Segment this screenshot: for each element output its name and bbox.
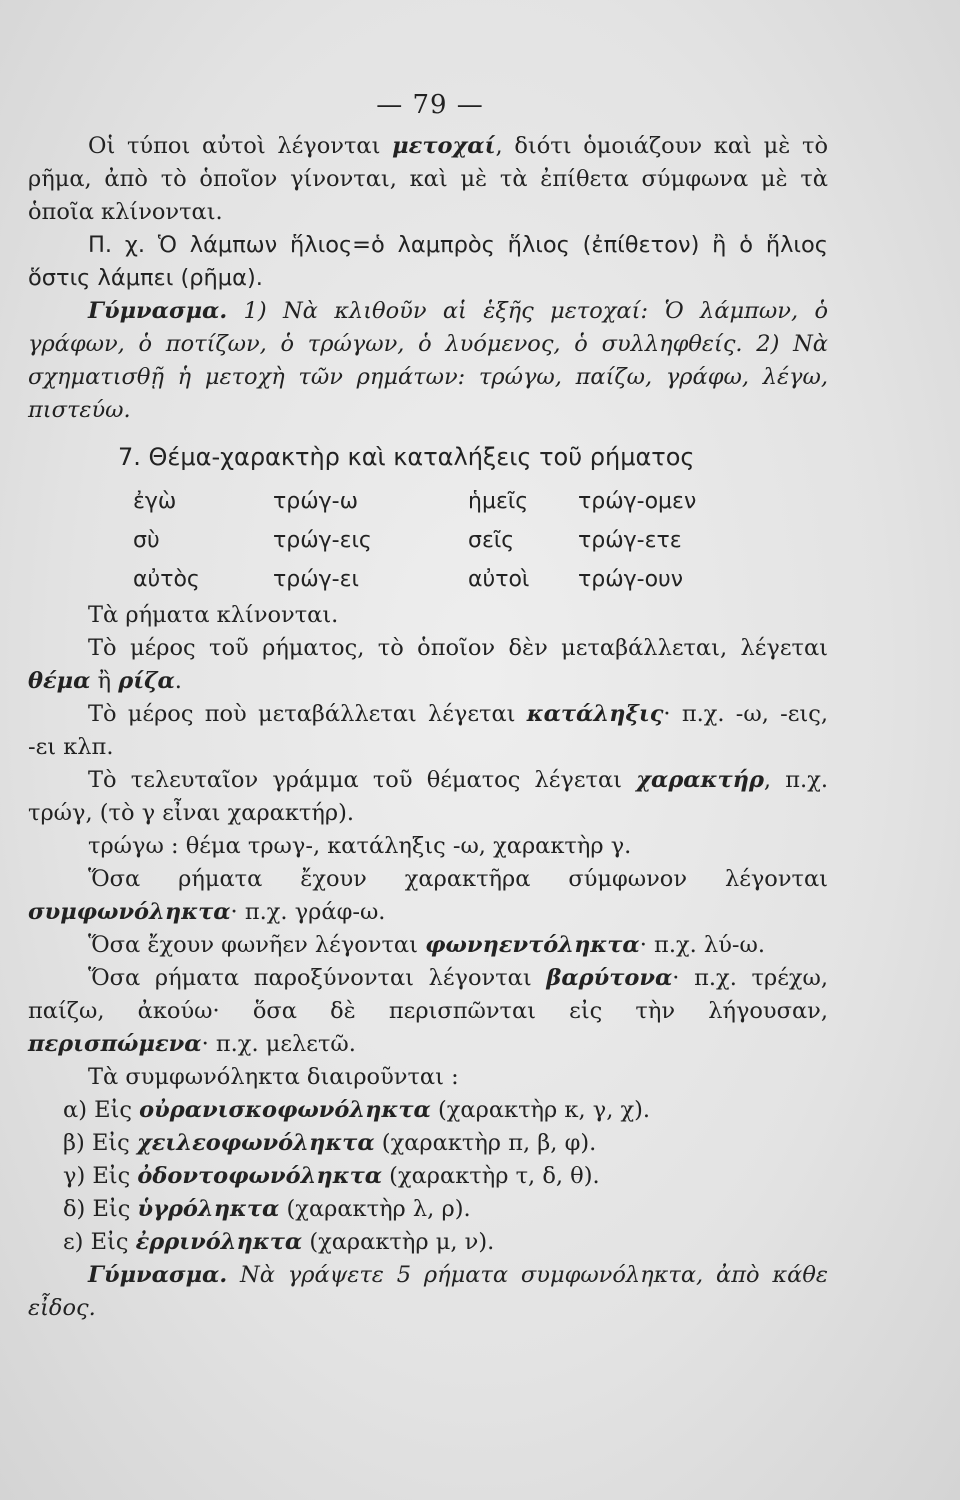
term-riza: ρίζα (118, 668, 175, 694)
exercise-label: Γύμνασμα. (88, 298, 228, 324)
paragraph-verbs-inflect: Τὰ ρήματα κλίνονται. (88, 602, 339, 628)
text-run: (χαρακτὴρ τ, δ, θ). (382, 1163, 600, 1189)
text-run: ε) Εἰς (63, 1229, 136, 1255)
paragraph-consonant-stems (28, 863, 828, 929)
paragraph-accent-types (28, 962, 828, 1061)
list-term: ἐρρινόληκτα (135, 1229, 303, 1255)
term-kataliksis: κατάληξις (526, 701, 664, 727)
text-run: · π.χ. μελετῶ. (201, 1031, 356, 1057)
paragraph-ending (28, 698, 828, 764)
pronoun-plural: ἡμεῖς (468, 489, 529, 514)
form-singular: τρώγ-εις (273, 528, 372, 553)
term-xaraktir: χαρακτήρ (636, 767, 764, 793)
text-run: , π.χ. τρώγ, (τὸ γ εἶναι χαρακτήρ). (28, 767, 828, 826)
exercise-label: Γύμνασμα. (88, 1262, 228, 1288)
spacer (28, 427, 828, 441)
text-run: Τὸ τελευταῖον γράμμα τοῦ θέματος λέγεται (88, 767, 637, 793)
conjugation-table (133, 482, 696, 599)
exercise-text: Νὰ γράψετε 5 ρήματα συμφωνόληκτα, ἀπὸ κάθε εἶδος. (28, 1262, 828, 1321)
term-barytona: βαρύτονα (546, 965, 673, 991)
text-run: , διότι ὁμοιάζουν καὶ μὲ τὸ ρῆμα, ἀπὸ τὸ ὁποῖον γίνονται, καὶ μὲ τὰ ἐπίθετα σύμφωνα μὲ τὰ ὁποῖα κλίνονται. (28, 133, 828, 225)
paragraph-vowel-stems (28, 929, 828, 962)
page-number: — 79 — (376, 90, 484, 120)
text-run: Ὅσα ἔχουν φωνῆεν λέγονται (88, 932, 426, 958)
text-run: Τὸ μέρος ποὺ μεταβάλλεται λέγεται (88, 701, 527, 727)
list-item (63, 1127, 828, 1160)
text-run: γ) Εἰς (63, 1163, 138, 1189)
list-item (63, 1226, 828, 1259)
text-run: (χαρακτὴρ μ, ν). (302, 1229, 495, 1255)
term-symfonolikta: συμφωνόληκτα (28, 899, 231, 925)
text-run: · π.χ. τρέχω, παίζω, ἀκούω· ὅσα δὲ περισπῶνται εἰς τὴν λήγουσαν, (28, 965, 828, 1024)
paragraph-character (28, 764, 828, 830)
pronoun-singular: σὺ (133, 528, 160, 553)
form-plural: τρώγ-ομεν (578, 489, 697, 514)
text-run: · π.χ. γράφ-ω. (230, 899, 386, 925)
text-run: (χαρακτὴρ κ, γ, χ). (430, 1097, 651, 1123)
text-run: Τὸ μέρος τοῦ ρήματος, τὸ ὁποῖον δὲν μεταβάλλεται, λέγεται (88, 635, 828, 661)
form-plural: τρώγ-ετε (578, 528, 682, 553)
text-run: (χαρακτὴρ π, β, φ). (374, 1130, 597, 1156)
page-body (28, 130, 828, 1325)
text-run: · π.χ. -ω, -εις, -ει κλπ. (28, 701, 828, 760)
table-row (133, 521, 696, 560)
exercise-1 (28, 295, 828, 427)
section-heading: 7. Θέμα-χαρακτὴρ καὶ καταλήξεις τοῦ ρήματος (118, 443, 695, 471)
table-row (133, 482, 696, 521)
paragraph-stem (28, 632, 828, 698)
paragraph-example: Π. χ. Ὁ λάμπων ἥλιος=ὁ λαμπρὸς ἥλιος (ἐπίθετον) ἢ ὁ ἥλιος ὅστις λάμπει (ρῆμα). (28, 232, 828, 291)
text-run: (χαρακτὴρ λ, ρ). (279, 1196, 471, 1222)
term-fonientolikta: φωνηεντόληκτα (425, 932, 640, 958)
text-run: δ) Εἰς (63, 1196, 138, 1222)
text-run: ἢ (90, 668, 119, 694)
text-run: . (174, 668, 182, 694)
pronoun-singular: ἐγὼ (133, 489, 177, 514)
term-thema: θέμα (28, 668, 91, 694)
list-term: ὑγρόληκτα (137, 1196, 280, 1222)
text-run: Ὅσα ρήματα παροξύνονται λέγονται (88, 965, 547, 991)
text-run: β) Εἰς (63, 1130, 137, 1156)
text-run: Οἱ τύποι αὐτοὶ λέγονται (88, 133, 393, 159)
paragraph-division: Τὰ συμφωνόληκτα διαιροῦνται : (88, 1064, 459, 1090)
list-term: χειλεοφωνόληκτα (136, 1130, 375, 1156)
form-singular: τρώγ-ω (273, 489, 359, 514)
text-run: α) Εἰς (63, 1097, 140, 1123)
table-row (133, 560, 696, 599)
term-metoxai: μετοχαί (392, 133, 496, 159)
text-run: · π.χ. λύ-ω. (639, 932, 765, 958)
pronoun-plural: αὐτοὶ (468, 567, 530, 592)
list-item (63, 1193, 828, 1226)
form-singular: τρώγ-ει (273, 567, 359, 592)
paragraph-analysis: τρώγω : θέμα τρωγ-, κατάληξις -ω, χαρακτὴρ γ. (88, 833, 632, 859)
paragraph-participles (28, 130, 828, 229)
form-plural: τρώγ-ουν (578, 567, 684, 592)
exercise-2 (28, 1259, 828, 1325)
consonant-class-list (28, 1094, 828, 1259)
list-term: ὀδοντοφωνόληκτα (137, 1163, 383, 1189)
pronoun-singular: αὐτὸς (133, 567, 200, 592)
list-term: οὐρανισκοφωνόληκτα (139, 1097, 431, 1123)
list-item (63, 1094, 828, 1127)
exercise-text: 1) Νὰ κλιθοῦν αἱ ἑξῆς μετοχαί: Ὁ λάμπων, ὁ γράφων, ὁ ποτίζων, ὁ τρώγων, ὁ λυόμενος, ὁ συλληφθείς. 2) Νὰ σχηματισθῇ ἡ μετοχὴ τῶν ρημάτων: τρώγω, παίζω, γράφω, λέγω, πιστεύω. (28, 298, 828, 423)
term-perispomena: περισπώμενα (28, 1031, 202, 1057)
list-item (63, 1160, 828, 1193)
pronoun-plural: σεῖς (468, 528, 515, 553)
text-run: Ὅσα ρήματα ἔχουν χαρακτῆρα σύμφωνον λέγονται (88, 866, 828, 892)
